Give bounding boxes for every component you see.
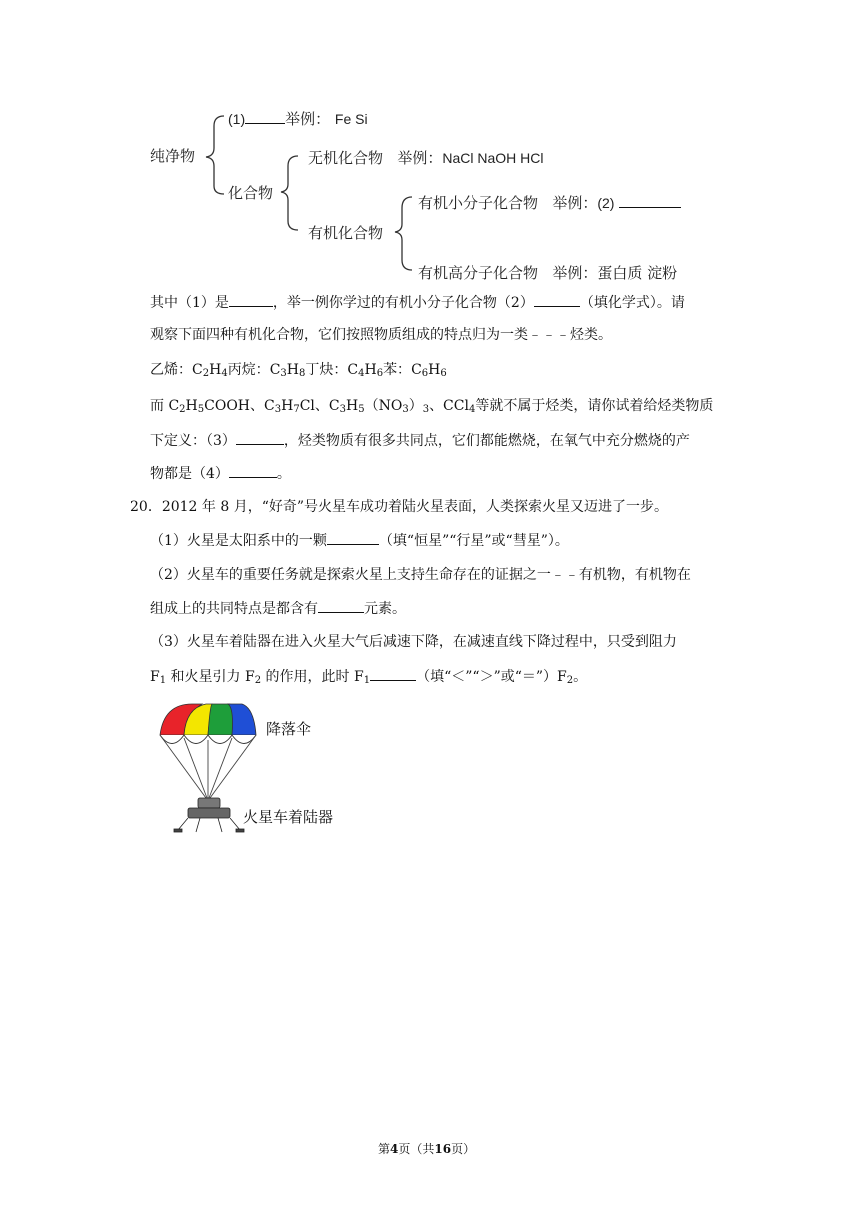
- large-organic-label: 有机高分子化合物: [418, 264, 539, 282]
- formula-subscript: 4: [358, 368, 365, 379]
- formula-symbol: H: [209, 362, 222, 378]
- q19-line-4: [150, 396, 713, 416]
- blank-1[interactable]: [245, 109, 285, 124]
- q19-text: 。: [276, 466, 291, 482]
- formula-name: 丙烷：: [227, 362, 270, 378]
- inorganic-label: 无机化合物: [308, 149, 384, 167]
- brace-organic: [395, 197, 412, 270]
- page-footer: [378, 1140, 475, 1157]
- question-number: 20．: [130, 499, 162, 515]
- formula-subscript: 3: [280, 368, 287, 379]
- formula-subscript: 6: [440, 368, 447, 379]
- answer-blank-4[interactable]: [229, 463, 277, 478]
- formula-subscript: 8: [299, 368, 306, 379]
- answer-blank-q20-1[interactable]: [327, 530, 379, 545]
- q20-stem: [130, 497, 668, 517]
- force-subscript: 1: [159, 675, 167, 686]
- q20-text: （1）火星是太阳系中的一颗: [150, 533, 327, 549]
- figure-label-parachute: 降落伞: [266, 720, 312, 738]
- q19-line-1: [150, 292, 685, 313]
- answer-blank-2[interactable]: [534, 292, 580, 307]
- formula-name: 乙烯：: [150, 362, 192, 378]
- formula-subscript: 2: [202, 368, 210, 379]
- q19-text: 下定义：（3）: [150, 433, 236, 449]
- q20-text: 组成上的共同特点是都含有: [150, 601, 318, 617]
- q19-text: 其中（1）是: [150, 295, 229, 311]
- formula-symbol: H: [428, 362, 441, 378]
- small-organic-example-label: 举例：: [552, 194, 598, 212]
- example-label: 举例：: [285, 110, 331, 128]
- q20-sub-2-line-2: [150, 598, 406, 619]
- force-subscript: 2: [254, 675, 262, 686]
- total-page-count: 16: [434, 1142, 452, 1156]
- blank-1-label: (1): [228, 111, 246, 127]
- q19-line-5: [150, 430, 690, 451]
- q19-text: 物都是（4）: [150, 466, 229, 482]
- formula-subscript: 4: [221, 368, 228, 379]
- tree-node-organic: 有机化合物: [308, 224, 384, 242]
- q19-text: 等就不属于烃类，请你试着给烃类物质: [475, 398, 714, 414]
- q20-text: 元素。: [364, 601, 406, 617]
- tree-root-pure-substance: 纯净物: [150, 147, 196, 165]
- q19-text: ，举一例你学过的有机小分子化合物（2）: [272, 295, 534, 311]
- canopy-green-segment: [208, 704, 234, 735]
- formula-symbol: C: [411, 362, 422, 378]
- formula-symbol: H: [286, 362, 299, 378]
- force-symbol: F: [150, 669, 160, 685]
- formula-name: 丁炔：: [305, 362, 348, 378]
- q19-text: ，烃类物质有很多共同点，它们都能燃烧，在氧气中充分燃烧的产: [283, 433, 690, 449]
- formula-subscript: 6: [376, 368, 384, 379]
- force-symbol: F: [354, 669, 364, 685]
- formula-symbol: C: [347, 362, 359, 378]
- lander-icon: [174, 798, 244, 832]
- answer-blank-q20-3[interactable]: [370, 666, 416, 681]
- suspension-lines: [160, 735, 256, 798]
- force-subscript: 2: [566, 675, 574, 686]
- q20-sub-2-line-1: （2）火星车的重要任务就是探索火星上支持生命存在的证据之一﹣﹣有机物，有机物在: [150, 567, 691, 583]
- formula-symbol: C: [269, 362, 281, 378]
- figure-label-lander: 火星车着陆器: [243, 808, 334, 826]
- tree-row-inorganic: [308, 147, 543, 168]
- force-subscript: 1: [363, 675, 371, 686]
- q20-stem-text: 2012 年 8 月，“好奇”号火星车成功着陆火星表面，人类探索火星又迈进了一步。: [161, 499, 669, 515]
- tree-row-elements: [228, 108, 368, 129]
- q20-sub-3-line-1: （3）火星车着陆器在进入火星大气后减速下降，在减速直线下降过程中，只受到阻力: [150, 634, 677, 650]
- force-symbol: F: [245, 669, 255, 685]
- q20-sub-1: [150, 530, 569, 551]
- tree-row-large-organic: [418, 262, 677, 283]
- force-symbol: F: [557, 669, 567, 685]
- q19-line-2: 观察下面四种有机化合物，它们按照物质组成的特点归为一类﹣﹣﹣烃类。: [150, 327, 612, 343]
- blank-2-label: (2): [597, 195, 615, 211]
- brace-compound: [281, 156, 298, 230]
- tree-node-compound: 化合物: [228, 184, 274, 202]
- q19-line-6: [150, 463, 291, 484]
- q20-text: 和火星引力: [170, 669, 245, 685]
- formula-symbol: H: [364, 362, 377, 378]
- formula-symbol: C: [192, 362, 203, 378]
- tree-row-small-organic: [418, 192, 681, 213]
- formula-name: 苯：: [383, 362, 412, 378]
- canopy-blue-segment: [228, 704, 256, 735]
- small-organic-label: 有机小分子化合物: [418, 194, 539, 212]
- q20-text: （填“恒星”“行星”或“彗星”）。: [378, 533, 569, 549]
- footer-text: 第: [378, 1142, 391, 1156]
- q19-text: （填化学式）。请: [579, 295, 685, 311]
- q20-text: （填“＜”“＞”或“＝”）: [416, 669, 558, 685]
- answer-blank-1[interactable]: [229, 292, 273, 307]
- q20-sub-3-line-2: [150, 666, 587, 687]
- period: 。: [573, 669, 588, 685]
- footer-text: 页（共: [398, 1142, 435, 1156]
- large-organic-examples: 蛋白质 淀粉: [597, 264, 678, 282]
- classification-braces: [0, 0, 860, 290]
- q19-text: 而: [150, 398, 169, 414]
- q20-text: 的作用，此时: [261, 669, 354, 685]
- blank-2[interactable]: [619, 193, 681, 208]
- answer-blank-3[interactable]: [236, 430, 284, 445]
- inorganic-examples: NaCl NaOH HCl: [442, 150, 544, 166]
- inorganic-example-label: 举例：: [397, 149, 443, 167]
- current-page-number: 4: [390, 1142, 399, 1156]
- footer-text: 页）: [451, 1142, 476, 1156]
- brace-pure-substance: [206, 116, 224, 194]
- formula-subscript: 6: [421, 368, 429, 379]
- element-examples: Fe Si: [334, 111, 368, 127]
- non-hydrocarbon-formulas: $C_2H_5COOH$、$C_3H_7Cl$、$C_3H_5(NO_3)_3$、CCl$_4$: [168, 398, 476, 415]
- q19-hydrocarbon-formulas: [150, 360, 447, 380]
- large-organic-example-label: 举例：: [552, 264, 598, 282]
- answer-blank-q20-2[interactable]: [318, 598, 364, 613]
